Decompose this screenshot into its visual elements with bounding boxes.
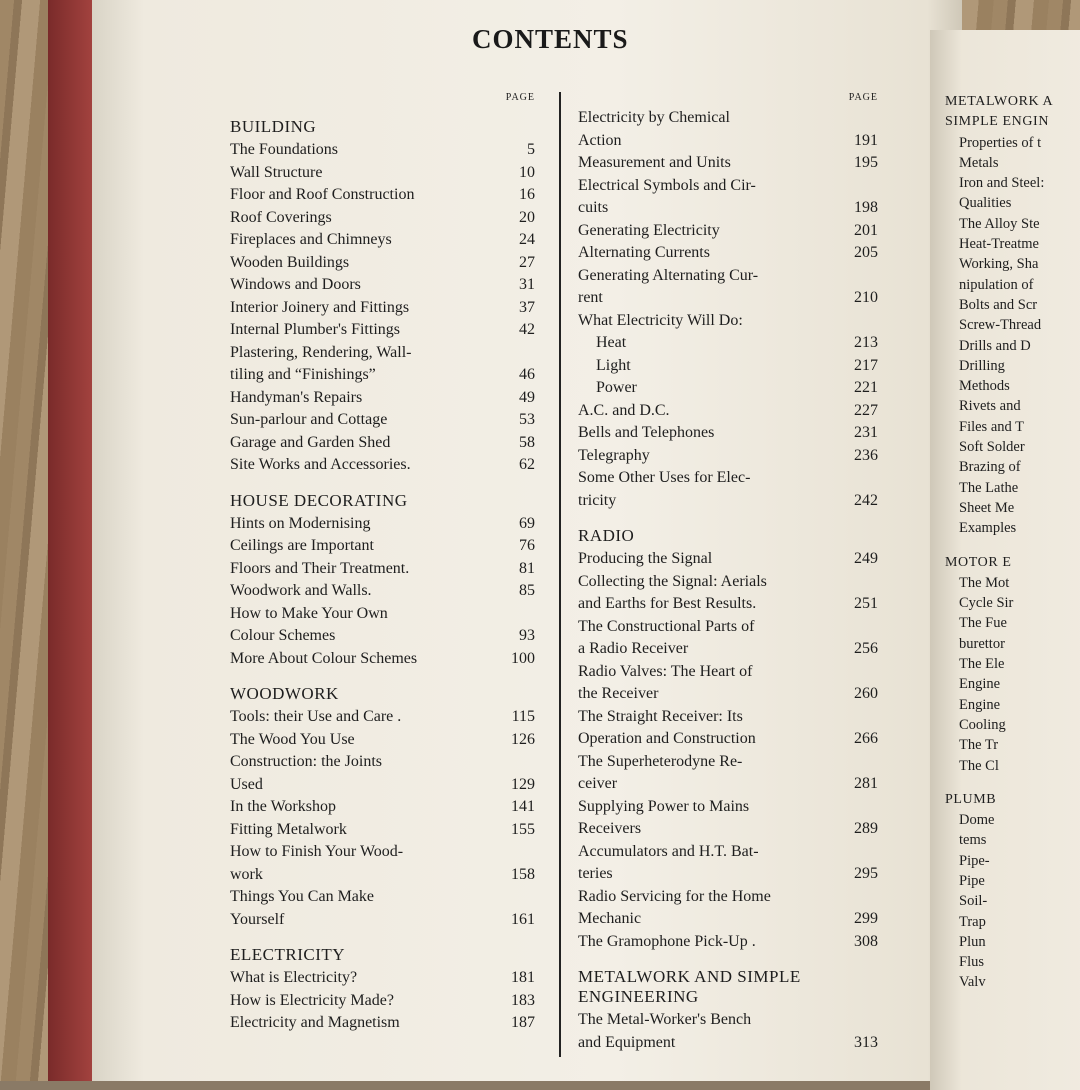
entry-title: ceiver — [578, 775, 618, 792]
entry-page-number: 161 — [511, 910, 535, 928]
entry-title: and Earths for Best Results. — [578, 595, 757, 612]
page-title: CONTENTS — [472, 24, 629, 54]
facing-page-line: Iron and Steel: — [959, 175, 1045, 192]
contents-entry — [578, 638, 878, 661]
contents-entry — [578, 683, 878, 706]
entry-page-number: 100 — [511, 649, 535, 667]
entry-page-number: 10 — [519, 163, 535, 181]
contents-entry — [578, 287, 878, 310]
entry-title: tricity — [578, 491, 617, 509]
entry-page-number: 256 — [854, 640, 878, 657]
entry-title: Windows and Doors — [230, 276, 361, 293]
entry-title: Light — [596, 356, 631, 374]
entry-title: The Superheterodyne Re- — [578, 752, 743, 770]
entry-title: The Wood You Use — [230, 730, 355, 748]
contents-entry — [578, 422, 878, 445]
contents-entry — [230, 364, 535, 387]
entry-page-number: 299 — [854, 910, 878, 927]
entry-page-number: 27 — [519, 253, 535, 271]
entry-title: Bells and Telephones — [578, 424, 715, 441]
facing-page-line: The Ele — [959, 656, 1005, 673]
entry-page-number: 249 — [854, 550, 878, 567]
entry-title: Heat — [596, 334, 627, 351]
contents-entry — [578, 310, 878, 333]
entry-title: Ceilings are Important — [230, 537, 374, 554]
page-column-label: PAGE — [848, 92, 878, 103]
facing-page-line: Soil- — [959, 893, 988, 910]
entry-title: More About Colour Schemes — [230, 649, 418, 667]
contents-entry — [230, 535, 535, 558]
facing-page-line: Brazing of — [959, 459, 1021, 476]
contents-entry — [578, 908, 878, 931]
entry-page-number: 93 — [519, 627, 535, 644]
entry-page-number: 46 — [519, 366, 535, 383]
contents-entry — [578, 728, 878, 751]
entry-page-number: 126 — [511, 730, 535, 748]
facing-page-line: Sheet Me — [959, 499, 1015, 516]
contents-entry — [230, 909, 535, 932]
entry-page-number: 198 — [854, 199, 878, 216]
entry-page-number: 201 — [854, 221, 878, 239]
entry-title: teries — [578, 865, 613, 882]
entry-page-number: 295 — [854, 865, 878, 882]
entry-title: Interior Joinery and Fittings — [230, 298, 410, 316]
entry-title: Mechanic — [578, 910, 642, 927]
facing-page-line: The Alloy Ste — [959, 215, 1040, 232]
entry-page-number: 308 — [854, 932, 878, 950]
entry-title: tiling and “Finishings” — [230, 366, 376, 383]
contents-entry — [578, 265, 878, 288]
contents-entry — [578, 152, 878, 175]
contents-entry — [578, 751, 878, 774]
contents-entry — [230, 886, 535, 909]
entry-title: The Gramophone Pick-Up . — [578, 932, 756, 950]
contents-entry — [578, 593, 878, 616]
entry-title: A.C. and D.C. — [578, 401, 670, 419]
entry-title: Collecting the Signal: Aerials — [578, 572, 767, 590]
facing-page-line: Soft Solder — [959, 439, 1025, 456]
contents-entry — [578, 130, 878, 153]
contents-entry — [578, 445, 878, 468]
facing-page-contents — [945, 92, 1080, 993]
entry-page-number: 62 — [519, 456, 535, 473]
facing-page-line: Rivets and — [959, 398, 1021, 415]
entry-page-number: 42 — [519, 321, 535, 338]
entry-page-number: 187 — [511, 1014, 535, 1031]
facing-page-line: Engine — [959, 696, 1001, 713]
facing-page-line: MOTOR E — [945, 554, 1012, 570]
contents-entry — [578, 818, 878, 841]
facing-page-line: Screw-Thread — [959, 317, 1042, 334]
contents-middle-column — [578, 92, 878, 1054]
facing-page-line: METALWORK A — [945, 94, 1054, 109]
contents-entry — [230, 603, 535, 626]
contents-entry — [578, 1032, 878, 1055]
contents-entry — [230, 558, 535, 581]
section-heading: BUILDING — [230, 117, 317, 136]
facing-page-line: Working, Sha — [959, 256, 1039, 273]
entry-title: What Electricity Will Do: — [578, 311, 743, 329]
contents-entry — [578, 107, 878, 130]
entry-title: The Straight Receiver: Its — [578, 707, 743, 725]
facing-page-line: Pipe — [959, 872, 985, 889]
entry-page-number: 213 — [854, 334, 878, 351]
facing-page-line: Cycle Sir — [959, 595, 1014, 612]
entry-title: How to Make Your Own — [230, 604, 388, 622]
entry-title: The Metal-Worker's Bench — [578, 1011, 752, 1028]
entry-page-number: 217 — [854, 356, 878, 374]
contents-entry — [578, 355, 878, 378]
entry-title: How to Finish Your Wood- — [230, 843, 404, 860]
facing-page-line — [945, 776, 1080, 790]
contents-entry — [230, 706, 535, 729]
entry-title: Generating Alternating Cur- — [578, 266, 759, 284]
entry-page-number: 191 — [854, 131, 878, 149]
entry-page-number: 85 — [519, 582, 535, 599]
entry-page-number: 20 — [519, 208, 535, 226]
entry-title: Operation and Construction — [578, 730, 756, 747]
section-heading: WOODWORK — [230, 684, 339, 703]
section-heading: HOUSE DECORATING — [230, 490, 408, 510]
entry-title: The Constructional Parts of — [578, 617, 755, 635]
facing-page-line: Dome — [959, 812, 995, 829]
entry-title: rent — [578, 289, 603, 306]
entry-title: Radio Servicing for the Home — [578, 887, 771, 905]
contents-entry — [230, 796, 535, 819]
entry-title: the Receiver — [578, 685, 659, 702]
entry-title: In the Workshop — [230, 798, 336, 815]
entry-title: How is Electricity Made? — [230, 991, 394, 1009]
contents-entry — [230, 990, 535, 1013]
contents-entry — [230, 1012, 535, 1035]
facing-page-line: The Lathe — [959, 479, 1019, 496]
entry-title: Construction: the Joints — [230, 753, 382, 770]
entry-title: and Equipment — [578, 1033, 676, 1051]
contents-entry — [230, 409, 535, 432]
entry-title: Receivers — [578, 820, 642, 837]
contents-entry — [230, 729, 535, 752]
facing-page-line: tems — [959, 832, 987, 849]
entry-page-number: 69 — [519, 514, 535, 532]
entry-page-number: 76 — [519, 537, 535, 554]
contents-entry — [230, 297, 535, 320]
entry-title: Woodwork and Walls. — [230, 582, 372, 599]
entry-title: Roof Coverings — [230, 208, 332, 226]
contents-entry — [230, 229, 535, 252]
contents-entry — [230, 967, 535, 990]
entry-title: Some Other Uses for Elec- — [578, 469, 751, 486]
contents-entry — [230, 625, 535, 648]
entry-title: Floor and Roof Construction — [230, 186, 415, 203]
facing-page-line: PLUMB — [945, 791, 997, 807]
section-heading: RADIO — [578, 526, 635, 545]
entry-title: cuits — [578, 199, 609, 216]
entry-title: Electricity and Magnetism — [230, 1014, 400, 1031]
entry-title: Things You Can Make — [230, 888, 375, 905]
contents-entry — [578, 400, 878, 423]
contents-entry — [578, 886, 878, 909]
entry-page-number: 37 — [519, 298, 535, 316]
contents-entry — [230, 387, 535, 410]
entry-page-number: 24 — [519, 231, 535, 248]
facing-page-line: Trap — [959, 913, 986, 930]
contents-entry — [230, 648, 535, 671]
entry-page-number: 251 — [854, 595, 878, 612]
entry-page-number: 205 — [854, 244, 878, 261]
entry-page-number: 195 — [854, 154, 878, 171]
contents-entry — [578, 706, 878, 729]
entry-page-number: 115 — [511, 708, 535, 725]
entry-page-number: 58 — [519, 433, 535, 451]
entry-title: Electrical Symbols and Cir- — [578, 176, 756, 194]
facing-page-line: Examples — [959, 520, 1017, 537]
contents-entry — [578, 796, 878, 819]
contents-entry — [578, 467, 878, 490]
entry-page-number: 266 — [854, 730, 878, 747]
facing-page-line: Methods — [959, 378, 1010, 395]
facing-page-line: The Fue — [959, 615, 1007, 632]
facing-page-line: burettor — [959, 635, 1005, 652]
facing-page-line: Pipe- — [959, 852, 990, 869]
facing-page-line: Files and T — [959, 418, 1024, 435]
contents-entry — [230, 162, 535, 185]
entry-page-number: 210 — [854, 289, 878, 306]
contents-entry — [578, 332, 878, 355]
entry-title: What is Electricity? — [230, 969, 358, 986]
facing-page-line: The Mot — [959, 574, 1010, 591]
contents-entry — [578, 931, 878, 954]
entry-page-number: 260 — [854, 685, 878, 702]
entry-page-number: 181 — [511, 969, 535, 986]
contents-left-column — [230, 92, 535, 1035]
contents-entry — [230, 841, 535, 864]
facing-page-line: Drills and D — [959, 337, 1031, 354]
contents-entry — [578, 548, 878, 571]
entry-title: Radio Valves: The Heart of — [578, 662, 753, 680]
contents-entry — [230, 207, 535, 230]
entry-title: Alternating Currents — [578, 244, 710, 261]
contents-entry — [578, 863, 878, 886]
entry-title: Power — [596, 379, 637, 396]
entry-page-number: 227 — [854, 401, 878, 419]
entry-title: work — [230, 865, 263, 883]
entry-title: Colour Schemes — [230, 627, 336, 644]
entry-title: Garage and Garden Shed — [230, 433, 391, 451]
facing-page-line: The Tr — [959, 737, 999, 754]
contents-entry — [230, 454, 535, 477]
contents-entry — [578, 220, 878, 243]
contents-entry — [578, 841, 878, 864]
contents-entry — [230, 432, 535, 455]
entry-page-number: 16 — [519, 186, 535, 203]
entry-title: Handyman's Repairs — [230, 388, 363, 406]
section-heading: ELECTRICITY — [230, 945, 346, 964]
entry-title: Internal Plumber's Fittings — [230, 321, 400, 338]
entry-page-number: 158 — [511, 865, 535, 883]
contents-entry — [578, 490, 878, 513]
facing-page-line: Properties of t — [959, 134, 1042, 151]
entry-title: Tools: their Use and Care . — [230, 708, 402, 725]
section-heading: METALWORK AND SIMPLE ENGINEERING — [578, 967, 801, 1006]
facing-page-line: Bolts and Scr — [959, 296, 1038, 313]
entry-page-number: 129 — [511, 775, 535, 793]
facing-page-line — [945, 539, 1080, 553]
entry-title: Sun-parlour and Cottage — [230, 411, 388, 428]
entry-title: Electricity by Chemical — [578, 109, 730, 126]
entry-title: Yourself — [230, 910, 285, 928]
contents-entry — [578, 616, 878, 639]
contents-entry — [230, 342, 535, 365]
column-divider — [559, 92, 561, 1057]
facing-page-line: Metals — [959, 154, 999, 171]
entry-title: Action — [578, 131, 622, 149]
contents-entry — [230, 580, 535, 603]
entry-title: Plastering, Rendering, Wall- — [230, 343, 412, 361]
contents-entry — [230, 184, 535, 207]
facing-page-line: Qualities — [959, 195, 1012, 212]
contents-entry — [230, 751, 535, 774]
entry-title: Hints on Modernising — [230, 514, 371, 532]
contents-entry — [578, 1009, 878, 1032]
contents-entry — [578, 242, 878, 265]
entry-title: Fitting Metalwork — [230, 820, 347, 838]
entry-title: Fireplaces and Chimneys — [230, 231, 392, 248]
facing-page-line: Valv — [959, 974, 986, 991]
entry-title: Telegraphy — [578, 446, 650, 464]
entry-page-number: 231 — [854, 424, 878, 441]
entry-page-number: 31 — [519, 276, 535, 293]
contents-entry — [230, 774, 535, 797]
entry-title: The Foundations — [230, 141, 338, 158]
page-column-label: PAGE — [505, 92, 535, 103]
contents-entry — [230, 513, 535, 536]
facing-page-line: Heat-Treatme — [959, 236, 1039, 253]
entry-page-number: 155 — [511, 820, 535, 838]
entry-title: Used — [230, 775, 263, 793]
entry-title: Accumulators and H.T. Bat- — [578, 842, 759, 860]
contents-entry — [230, 319, 535, 342]
entry-title: Site Works and Accessories. — [230, 456, 411, 473]
facing-page-line: SIMPLE ENGIN — [945, 114, 1050, 130]
facing-page-line: Plun — [959, 933, 986, 950]
entry-page-number: 81 — [519, 559, 535, 577]
contents-entry — [578, 773, 878, 796]
facing-page-line: Flus — [959, 954, 984, 971]
contents-entry — [230, 819, 535, 842]
entry-page-number: 221 — [854, 379, 878, 396]
facing-page-line: nipulation of — [959, 276, 1034, 293]
contents-entry — [578, 661, 878, 684]
entry-page-number: 53 — [519, 411, 535, 428]
entry-title: Generating Electricity — [578, 221, 720, 239]
entry-title: Supplying Power to Mains — [578, 797, 750, 815]
entry-title: Measurement and Units — [578, 154, 731, 171]
entry-page-number: 183 — [511, 991, 535, 1009]
entry-page-number: 49 — [519, 388, 535, 406]
entry-title: Wall Structure — [230, 163, 323, 181]
contents-entry — [230, 274, 535, 297]
facing-page-line: Engine — [959, 676, 1001, 693]
contents-entry — [230, 864, 535, 887]
contents-entry — [578, 175, 878, 198]
facing-page-line: Drilling — [959, 357, 1005, 374]
contents-entry — [578, 377, 878, 400]
contents-entry — [578, 571, 878, 594]
entry-page-number: 289 — [854, 820, 878, 837]
entry-page-number: 313 — [854, 1033, 878, 1051]
entry-title: Producing the Signal — [578, 550, 713, 567]
entry-title: Wooden Buildings — [230, 253, 350, 271]
entry-page-number: 236 — [854, 446, 878, 464]
contents-entry — [578, 197, 878, 220]
entry-page-number: 5 — [527, 141, 535, 158]
entry-page-number: 242 — [854, 491, 878, 509]
entry-page-number: 281 — [854, 775, 878, 792]
contents-entry — [230, 139, 535, 162]
entry-title: a Radio Receiver — [578, 640, 689, 657]
facing-page-line: Cooling — [959, 716, 1006, 733]
entry-title: Floors and Their Treatment. — [230, 559, 410, 577]
entry-page-number: 141 — [511, 798, 535, 815]
facing-page-line: The Cl — [959, 757, 999, 774]
contents-entry — [230, 252, 535, 275]
